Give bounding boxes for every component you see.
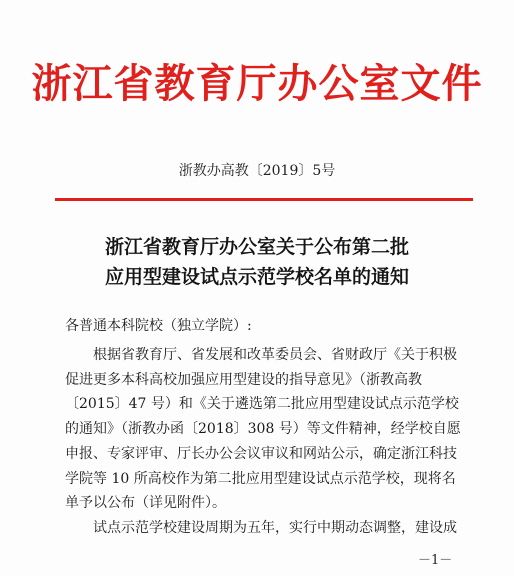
notice-body — [65, 343, 461, 541]
salutation: 各普通本科院校（独立学院）: — [65, 318, 252, 334]
document-number: 浙教办高教〔2019〕5号 — [178, 163, 336, 179]
body-line: 学院等 10 所高校作为第二批应用型建设试点示范学校，现将名 — [65, 470, 456, 487]
body-line: 促进更多本科高校加强应用型建设的指导意见》（浙教高教 — [65, 371, 422, 388]
body-line: 的通知》（浙教办函〔2018〕308 号）等文件精神，经学校自愿 — [65, 421, 461, 438]
red-divider-line — [55, 198, 473, 201]
body-line: 根据省教育厅、省发展和改革委员会、省财政厅《关于积极 — [93, 347, 457, 363]
notice-title-line-2: 应用型建设试点示范学校名单的通知 — [104, 266, 409, 288]
page-number: －1－ — [418, 553, 453, 568]
notice-title-line-1: 浙江省教育厅办公室关于公布第二批 — [104, 236, 409, 258]
body-line: 〔2015〕47 号）和《关于遴选第二批应用型建设试点示范学校 — [65, 396, 459, 413]
body-line: 单予以公布（详见附件）。 — [65, 495, 226, 512]
body-line: 试点示范学校建设周期为五年，实行中期动态调整，建设成 — [93, 519, 457, 536]
body-line: 申报、专家评审、厅长办公会议审议和网站公示，确定浙江科技 — [65, 445, 457, 462]
notice-title — [0, 232, 514, 292]
issuer-header: 浙江省教育厅办公室文件 — [31, 60, 483, 107]
